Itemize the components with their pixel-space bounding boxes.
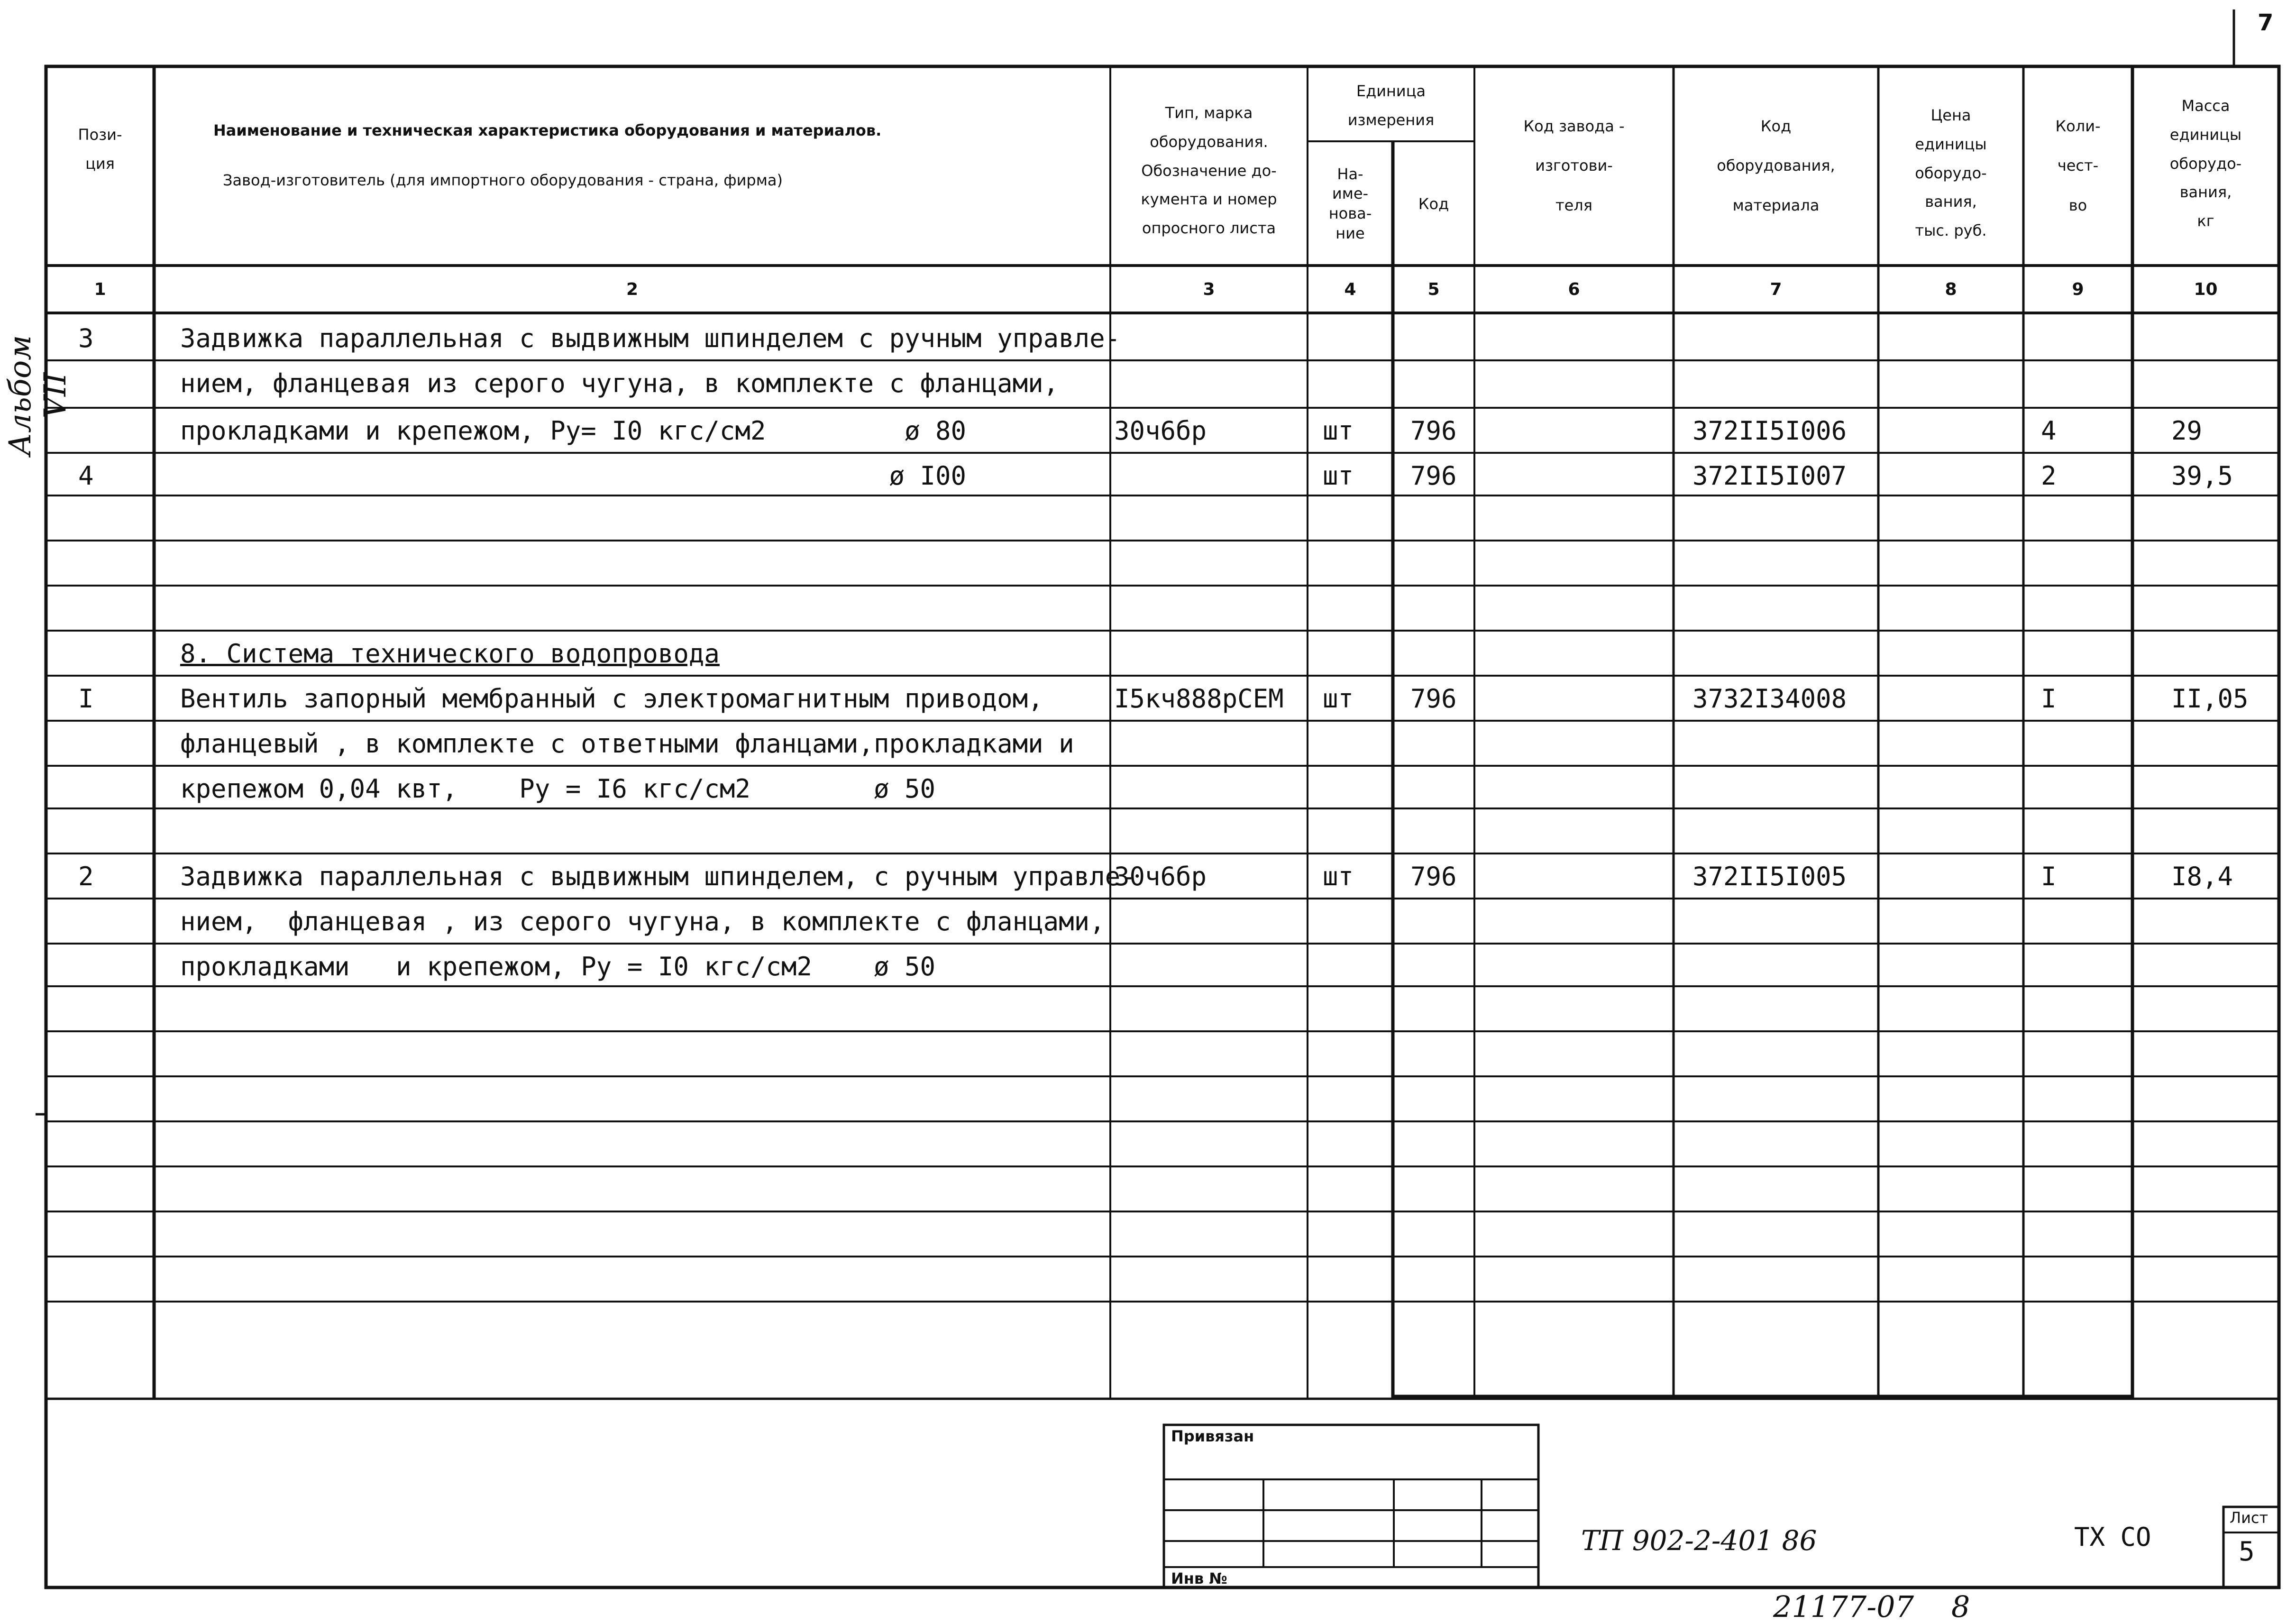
table-row [0,819,2296,847]
cell-code: 372II5I006 [1692,416,1847,446]
cell-type: I5кч888рСЕМ [1114,684,1284,714]
column-number: 5 [1427,279,1440,299]
table-row [0,463,2296,492]
stamp-privyazan: Привязан [1171,1427,1254,1445]
cell-name: крепежом 0,04 квт, Ру = I6 кгс/см2 ø 50 [180,774,936,804]
cell-mass: 39,5 [2171,461,2233,491]
cell-ucode: 796 [1410,416,1457,446]
cell-type: 30ч6бр [1114,416,1207,446]
side-label: Альбом VII [3,335,73,456]
cell-name: прокладками и крепежом, Ру= I0 кгс/см2 ø 80 [180,416,967,446]
cell-name: нием, фланцевая , из серого чугуна, в комплекте с фланцами, [180,907,1105,936]
table-row [0,954,2296,982]
table-row [0,731,2296,760]
header-name-line2: Завод-изготовитель (для импортного оборудования - страна, фирма) [223,171,783,189]
column-number: 3 [1203,279,1215,299]
document-code: ТП 902-2-401 86 [1581,1524,1817,1557]
cell-name: прокладками и крепежом, Ру = I0 кгс/см2 ø 50 [180,952,936,982]
table-row [0,1177,2296,1205]
table-row [0,776,2296,805]
column-number: 9 [2072,279,2084,299]
cell-unit: шт [1323,461,1354,491]
table-row [0,909,2296,937]
table-row [0,506,2296,534]
table-row [0,1267,2296,1295]
header-price: Цена единицы оборудо- вания, тыс. руб. [1915,106,1987,240]
column-number: 7 [1770,279,1782,299]
cell-code: 372II5I005 [1692,862,1847,891]
sheet-label: Лист [2230,1509,2269,1527]
table-row [0,1087,2296,1115]
cell-name: Задвижка параллельная с выдвижным шпинделем, с ручным управле- [180,862,1136,891]
page-number: 7 [2258,9,2274,36]
cell-pos: 4 [78,461,94,491]
cell-ucode: 796 [1410,684,1457,714]
cell-ucode: 796 [1410,862,1457,891]
cell-name: Задвижка параллельная с выдвижным шпинделем с ручным управле- [180,323,1121,353]
column-number: 2 [626,279,639,299]
header-name-line1: Наименование и техническая характеристика оборудования и материалов. [213,121,882,139]
header-equipment-code: Код оборудования, материала [1717,117,1835,214]
header-unit-name: На- име- нова- ние [1328,165,1372,242]
cell-qty: 4 [2041,416,2057,446]
cell-qty: I [2041,684,2057,714]
stamp-inventory: Инв № [1171,1569,1227,1587]
column-number: 6 [1568,279,1580,299]
cell-mass: 29 [2171,416,2203,446]
column-number: 10 [2194,279,2218,299]
bottom-handwritten-note: 21177-07 8 [1773,1589,1970,1624]
header-maker-code: Код завода - изготови- теля [1523,117,1625,214]
table-row [0,323,2296,354]
cell-name: ø I00 [180,461,967,491]
cell-qty: I [2041,862,2057,891]
table-row [0,864,2296,892]
table-row [0,997,2296,1025]
table-row [0,641,2296,670]
header-unit-group: Единица измерения [1347,82,1435,129]
header-mass: Масса единицы оборудо- вания, кг [2169,97,2242,230]
column-number: 8 [1945,279,1957,299]
sheet-number: 5 [2239,1536,2255,1567]
column-number: 4 [1344,279,1356,299]
cell-mass: II,05 [2171,684,2249,714]
table-row [0,1132,2296,1160]
header-type: Тип, марка оборудования. Обозначение до- кумента и номер опросного листа [1141,104,1277,238]
table-row [0,686,2296,715]
cell-pos: I [78,684,94,714]
cell-unit: шт [1323,416,1354,446]
cell-unit: шт [1323,684,1354,714]
header-unit-code: Код [1418,194,1449,213]
cell-unit: шт [1323,862,1354,891]
cell-code: 3732I34008 [1692,684,1847,714]
header-position: Пози- ция [78,126,122,173]
table-row [0,1222,2296,1250]
cell-ucode: 796 [1410,461,1457,491]
table-row [0,596,2296,624]
section-code: ТХ СО [2074,1522,2151,1552]
cell-name: Вентиль запорный мембранный с электромагнитным приводом, [180,684,1043,714]
cell-name: фланцевый , в комплекте с ответными фланцами,прокладками и [180,729,1074,759]
table-row [0,368,2296,399]
cell-type: 30ч6бр [1114,862,1207,891]
cell-pos: 2 [78,862,94,891]
cell-name: 8. Система технического водопровода [180,639,720,669]
column-number: 1 [94,279,106,299]
table-row [0,1312,2296,1340]
header-quantity: Коли- чест- во [2055,117,2101,214]
cell-qty: 2 [2041,461,2057,491]
cell-pos: 3 [78,323,94,353]
table-row [0,551,2296,579]
cell-mass: I8,4 [2171,862,2233,891]
table-row [0,1042,2296,1070]
cell-name: нием, фланцевая из серого чугуна, в комплекте с фланцами, [180,368,1059,398]
cell-code: 372II5I007 [1692,461,1847,491]
table-row [0,418,2296,447]
